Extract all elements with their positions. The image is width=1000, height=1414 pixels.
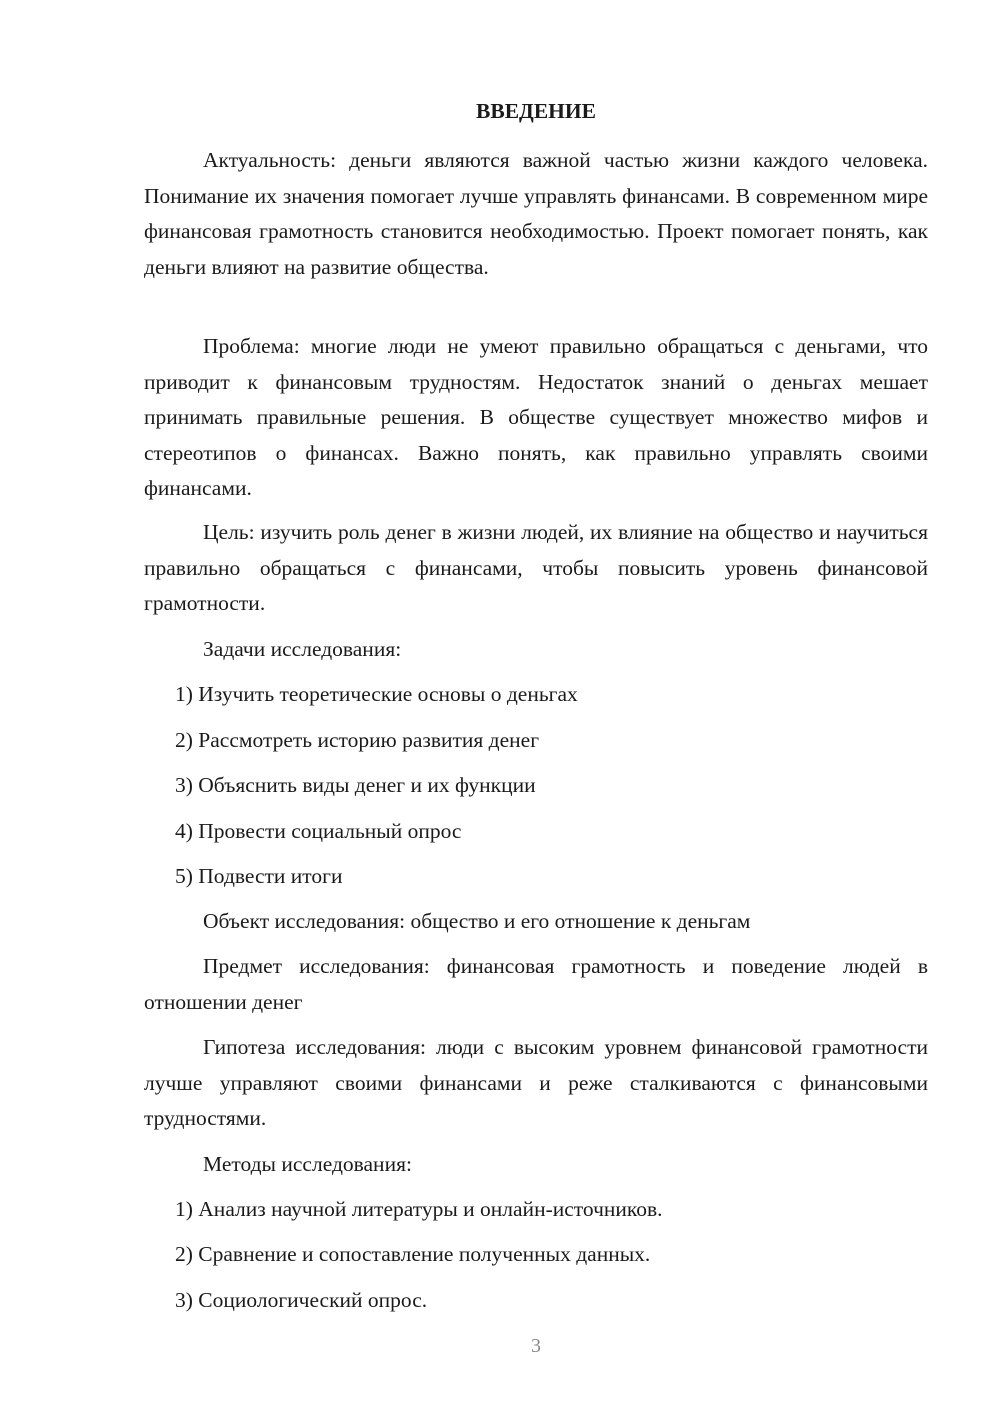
task-item-2: 2) Рассмотреть историю развития денег xyxy=(175,728,540,752)
task-item-5: 5) Подвести итоги xyxy=(175,864,343,888)
research-object: Объект исследования: общество и его отношение к деньгам xyxy=(203,909,751,933)
page-title: ВВЕДЕНИЕ xyxy=(476,99,596,123)
tasks-label: Задачи исследования: xyxy=(203,637,402,661)
paragraph-problem: Проблема: многие люди не умеют правильно обращаться с деньгами, что приводит к финансовым трудностям. Недостаток знаний о деньгах мешает принимать правильные решения. В обществе существует множество мифов и стереотипов о финансах. Важно понять, как правильно управлять своими финансами. xyxy=(144,334,928,500)
research-subject: Предмет исследования: финансовая грамотность и поведение людей в отношении денег xyxy=(144,954,928,1014)
research-hypothesis: Гипотеза исследования: люди с высоким уровнем финансовой грамотности лучше управляют своими финансами и реже сталкиваются с финансовыми трудностями. xyxy=(144,1035,928,1130)
method-item-2: 2) Сравнение и сопоставление полученных данных. xyxy=(175,1242,651,1266)
methods-label: Методы исследования: xyxy=(203,1152,412,1176)
task-item-4: 4) Провести социальный опрос xyxy=(175,819,462,843)
method-item-3: 3) Социологический опрос. xyxy=(175,1288,428,1312)
task-item-1: 1) Изучить теоретические основы о деньгах xyxy=(175,682,578,706)
paragraph-goal: Цель: изучить роль денег в жизни людей, их влияние на общество и научиться правильно обращаться с финансами, чтобы повысить уровень финансовой грамотности. xyxy=(144,520,928,615)
paragraph-relevance: Актуальность: деньги являются важной частью жизни каждого человека. Понимание их значения помогает лучше управлять финансами. В современном мире финансовая грамотность становится необходимостью. Проект помогает понять, как деньги влияют на развитие общества. xyxy=(144,148,928,279)
method-item-1: 1) Анализ научной литературы и онлайн-источников. xyxy=(175,1197,663,1221)
page-number: 3 xyxy=(531,1335,541,1357)
task-item-3: 3) Объяснить виды денег и их функции xyxy=(175,773,536,797)
